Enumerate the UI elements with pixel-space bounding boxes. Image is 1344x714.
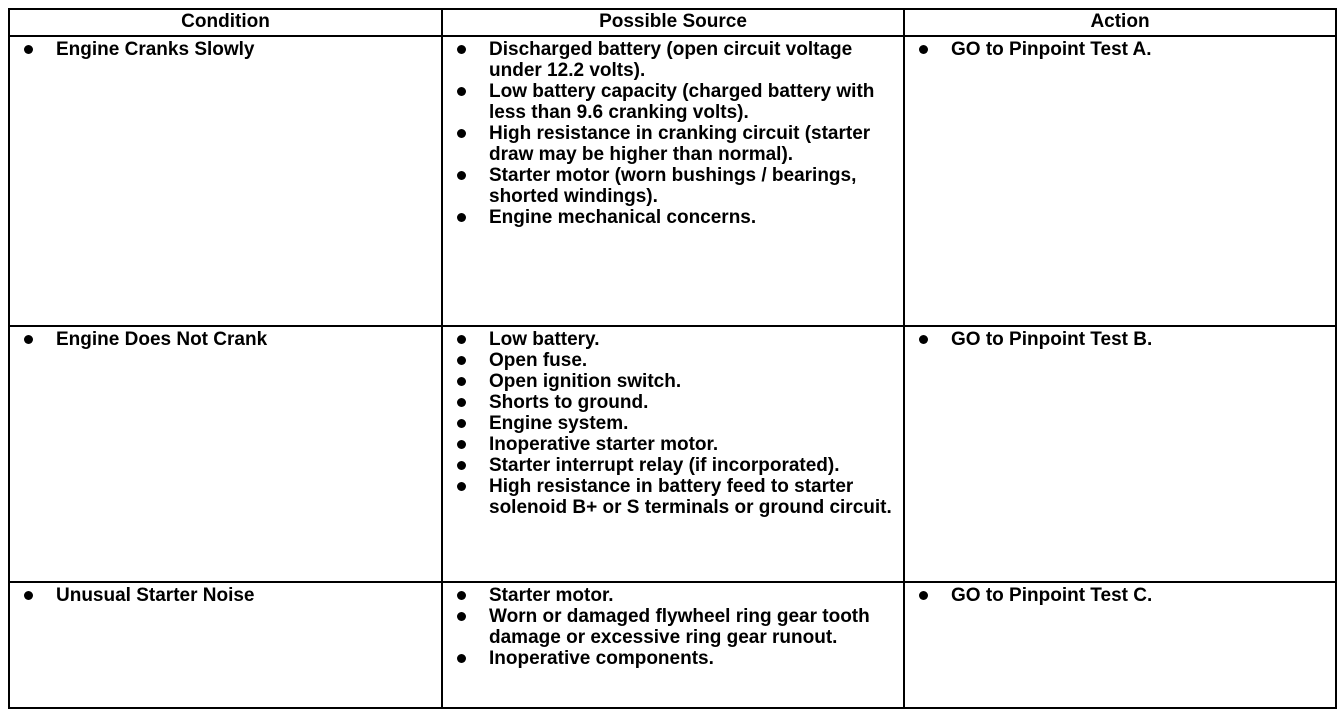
action-cell [904, 326, 1336, 582]
bullet-icon [457, 419, 466, 428]
bullet-icon [457, 398, 466, 407]
source-cell [442, 36, 904, 326]
condition-cell [9, 36, 442, 326]
source-item: Starter interrupt relay (if incorporated). [451, 455, 897, 476]
condition-cell [9, 326, 442, 582]
bullet-icon [919, 45, 928, 54]
source-item: High resistance in cranking circuit (starter draw may be higher than normal). [451, 123, 897, 165]
bullet-icon [919, 591, 928, 600]
action-item: GO to Pinpoint Test B. [913, 329, 1329, 350]
bullet-icon [457, 654, 466, 663]
source-item: Starter motor (worn bushings / bearings, shorted windings). [451, 165, 897, 207]
bullet-icon [457, 377, 466, 386]
bullet-icon [457, 461, 466, 470]
bullet-icon [919, 335, 928, 344]
source-item: Shorts to ground. [451, 392, 897, 413]
source-item: Engine mechanical concerns. [451, 207, 897, 228]
source-item: Open ignition switch. [451, 371, 897, 392]
source-cell [442, 326, 904, 582]
source-item: High resistance in battery feed to starter solenoid B+ or S terminals or ground circuit. [451, 476, 897, 518]
bullet-icon [457, 335, 466, 344]
action-item: GO to Pinpoint Test C. [913, 585, 1329, 606]
source-item: Engine system. [451, 413, 897, 434]
condition-item: Engine Does Not Crank [18, 329, 435, 350]
condition-item: Engine Cranks Slowly [18, 39, 435, 60]
source-item: Starter motor. [451, 585, 897, 606]
source-item: Inoperative starter motor. [451, 434, 897, 455]
action-cell [904, 582, 1336, 708]
bullet-icon [457, 213, 466, 222]
action-item: GO to Pinpoint Test A. [913, 39, 1329, 60]
bullet-icon [457, 171, 466, 180]
table-row [9, 326, 1336, 582]
source-item: Low battery capacity (charged battery with less than 9.6 cranking volts). [451, 81, 897, 123]
action-header: Action [904, 9, 1336, 36]
bullet-icon [457, 45, 466, 54]
diagnosis-table [8, 8, 1337, 709]
bullet-icon [457, 356, 466, 365]
action-cell [904, 36, 1336, 326]
bullet-icon [457, 87, 466, 96]
table-header-row [9, 9, 1336, 36]
condition-item: Unusual Starter Noise [18, 585, 435, 606]
bullet-icon [457, 591, 466, 600]
bullet-icon [24, 45, 33, 54]
table-row [9, 36, 1336, 326]
bullet-icon [24, 335, 33, 344]
bullet-icon [24, 591, 33, 600]
source-item: Low battery. [451, 329, 897, 350]
bullet-icon [457, 440, 466, 449]
bullet-icon [457, 482, 466, 491]
condition-header: Condition [9, 9, 442, 36]
source-item: Open fuse. [451, 350, 897, 371]
bullet-icon [457, 612, 466, 621]
source-cell [442, 582, 904, 708]
table-row [9, 582, 1336, 708]
source-item: Worn or damaged flywheel ring gear tooth damage or excessive ring gear runout. [451, 606, 897, 648]
source-item: Discharged battery (open circuit voltage under 12.2 volts). [451, 39, 897, 81]
source-item: Inoperative components. [451, 648, 897, 669]
possible-source-header: Possible Source [442, 9, 904, 36]
condition-cell [9, 582, 442, 708]
bullet-icon [457, 129, 466, 138]
